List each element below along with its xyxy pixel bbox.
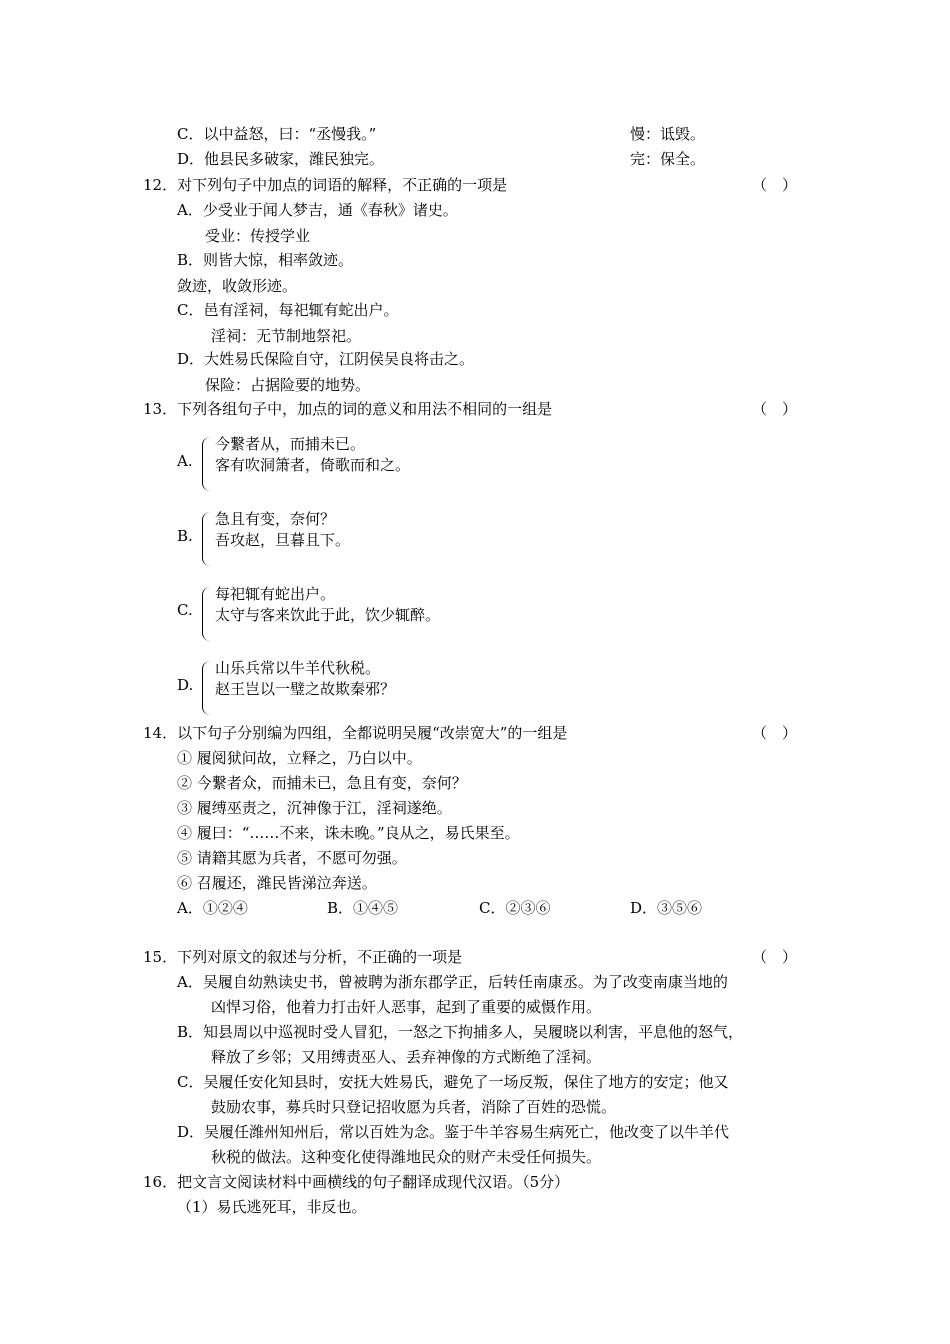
q13-group-c-brace — [202, 587, 210, 641]
q15-option-a-line2: 凶悍习俗，他着力打击奸人恶事，起到了重要的威慑作用。 — [211, 998, 602, 1016]
q15-option-c-line1: C．吴履任安化知县时，安抚大姓易氏，避免了一场反叛，保住了地方的安定；他又 — [177, 1073, 729, 1091]
q13-group-a-brace — [202, 437, 210, 491]
q13-group-a-line2: 客有吹洞箫者，倚歌而和之。 — [215, 456, 411, 474]
q13-group-d-line1: 山乐兵常以牛羊代秋税。 — [215, 659, 381, 677]
q15-answer-paren: （ ） — [752, 948, 798, 966]
q15-option-b-line2: 释放了乡邻；又用缚责巫人、丢弃神像的方式断绝了淫祠。 — [211, 1048, 602, 1066]
q12-option-a-gloss: 受业：传授学业 — [205, 227, 311, 245]
q11-option-c: C．以中益怒，曰：“丞慢我。” — [177, 125, 377, 143]
q15-option-a-line1: A．吴履自幼熟读史书，曾被聘为浙东郡学正，后转任南康丞。为了改变南康当地的 — [177, 973, 728, 991]
q12-option-c-gloss: 淫祠：无节制地祭祀。 — [211, 327, 362, 345]
q14-item-4: ④ 履曰：“……不来，诛未晚。”良从之，易氏果至。 — [177, 824, 520, 842]
q14-answer-paren: （ ） — [752, 724, 798, 742]
q13-group-b-brace — [202, 512, 210, 566]
q15-option-d-line2: 秋税的做法。这种变化使得潍地民众的财产未受任何损失。 — [211, 1148, 602, 1166]
q13-group-b-line1: 急且有变，奈何？ — [215, 510, 336, 528]
q13-group-b-label: B. — [177, 527, 193, 545]
q11-option-c-gloss: 慢：诋毁。 — [630, 125, 706, 143]
q13-group-a-label: A. — [177, 452, 193, 470]
q12-option-b-gloss: 敛迹，收敛形迹。 — [177, 277, 298, 295]
q14-item-2: ② 今繋者众，而捕未已，急且有变，奈何？ — [177, 774, 467, 792]
q11-option-d-gloss: 完：保全。 — [630, 150, 706, 168]
q12-option-b: B．则皆大惊，相率敛迹。 — [177, 251, 354, 269]
q16-stem: 16．把文言文阅读材料中画横线的句子翻译成现代汉语。（5分） — [143, 1173, 570, 1191]
q12-option-d: D．大姓易氏保险自守，江阴侯吴良将击之。 — [177, 350, 475, 368]
q12-option-a: A．少受业于闻人梦吉，通《春秋》诸史。 — [177, 201, 458, 219]
q13-group-b-line2: 吾攻赵，旦暮且下。 — [215, 531, 351, 549]
q13-answer-paren: （ ） — [752, 400, 798, 418]
q13-group-c-line2: 太守与客来饮此于此，饮少辄醉。 — [215, 606, 441, 624]
q12-option-d-gloss: 保险：占据险要的地势。 — [205, 376, 371, 394]
q16-item-1: （1）易氏逃死耳，非反也。 — [177, 1198, 367, 1216]
q15-option-b-line1: B．知县周以中巡视时受人冒犯，一怒之下拘捕多人，吴履晓以利害，平息他的怒气， — [177, 1023, 744, 1041]
q13-group-a-line1: 今繋者从，而捕未已。 — [215, 435, 366, 453]
q12-answer-paren: （ ） — [752, 176, 798, 194]
q14-option-a: A．①②④ — [177, 899, 248, 917]
q14-option-d: D．③⑤⑥ — [630, 899, 703, 917]
q13-stem: 13．下列各组句子中，加点的词的意义和用法不相同的一组是 — [143, 400, 553, 418]
q14-item-6: ⑥ 召履还，潍民皆涕泣奔送。 — [177, 874, 377, 892]
q13-group-c-line1: 每祀辄有蛇出户。 — [215, 585, 336, 603]
q13-group-d-label: D. — [177, 676, 194, 694]
q13-group-d-brace — [202, 661, 210, 715]
q13-group-c-label: C. — [177, 601, 193, 619]
q12-stem: 12．对下列句子中加点的词语的解释，不正确的一项是 — [143, 176, 508, 194]
q11-option-d: D．他县民多破家，潍民独完。 — [177, 150, 385, 168]
q14-item-5: ⑤ 请籍其愿为兵者，不愿可勿强。 — [177, 849, 407, 867]
q15-option-d-line1: D．吴履任潍州知州后，常以百姓为念。鉴于牛羊容易生病死亡，他改变了以牛羊代 — [177, 1123, 730, 1141]
q15-option-c-line2: 鼓励农事，募兵时只登记招收愿为兵者，消除了百姓的恐慌。 — [211, 1098, 617, 1116]
q14-stem: 14．以下句子分别编为四组，全都说明吴履“改崇宽大”的一组是 — [143, 724, 568, 742]
q14-option-b: B．①④⑤ — [327, 899, 399, 917]
q12-option-c: C．邑有淫祠，每祀辄有蛇出户。 — [177, 301, 399, 319]
q13-group-d-line2: 赵王岂以一璧之故欺秦邪？ — [215, 680, 396, 698]
q15-stem: 15．下列对原文的叙述与分析，不正确的一项是 — [143, 948, 463, 966]
q14-option-c: C．②③⑥ — [479, 899, 551, 917]
q14-item-1: ① 履阅狱问故，立释之，乃白以中。 — [177, 749, 422, 767]
q14-item-3: ③ 履缚巫责之，沉神像于江，淫祠遂绝。 — [177, 799, 452, 817]
